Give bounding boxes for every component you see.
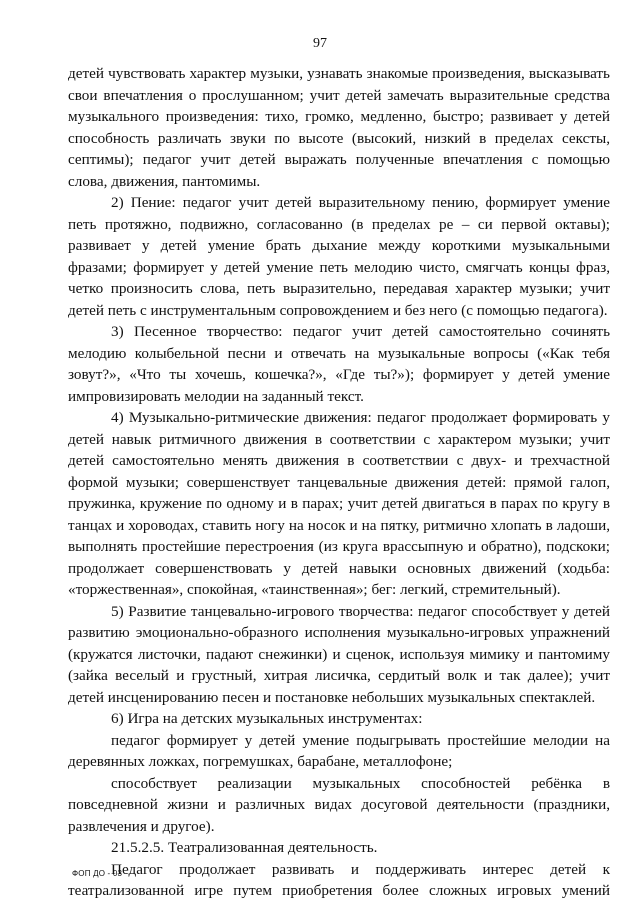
paragraph: детей чувствовать характер музыки, узнавать знакомые произведения, высказывать свои впечатления о прослушанном; учит детей замечать выразительные средства музыкального произведения: тихо, громко, медленно, быстро; развивает у детей способность различать звуки по высоте (высокий, низкий в пределах сексты, септимы); педагог учит детей выражать полученные впечатления с помощью слова, движения, пантомимы. bbox=[68, 65, 610, 190]
section-heading: 21.5.2.5. Театрализованная деятельность. bbox=[111, 839, 378, 856]
paragraph: 5) Развитие танцевально-игрового творчества: педагог способствует у детей развитию эмоционально-образного исполнения музыкально-игровых упражнений (кружатся листочки, падают снежинки) и сценок, используя мимику и пантомиму (зайка веселый и грустный, хитрая лисичка, сердитый волк и так далее); учит детей инсценированию песен и постановке небольших музыкальных спектаклей. bbox=[68, 602, 610, 706]
paragraph: 2) Пение: педагог учит детей выразительному пению, формирует умение петь протяжно, подвижно, согласованно (в пределах ре – си первой октавы); развивает у детей умение брать дыхание между короткими музыкальными фразами; формирует у детей умение петь мелодию чисто, смягчать концы фраз, четко произносить слова, петь выразительно, передавая характер музыки; учит детей петь с инструментальным сопровождением и без него (с помощью педагога). bbox=[68, 194, 610, 319]
paragraph: 4) Музыкально-ритмические движения: педагог продолжает формировать у детей навык ритмичного движения в соответствии с характером музыки; учит детей самостоятельно менять движения в соответствии с двух- и трехчастной формой музыки; совершенствует танцевальные движения детей: прямой галоп, пружинка, кружение по одному и в парах; учит детей двигаться в парах по кругу в танцах и хороводах, ставить ногу на носок и на пятку, ритмично хлопать в ладоши, выполнять простейшие перестроения (из круга врассыпную и обратно), подскоки; продолжает совершенствовать у детей навыки основных движений (ходьба: «торжественная», спокойная, «таинственная»; бег: легкий, стремительный). bbox=[68, 409, 610, 598]
page-number: 97 bbox=[313, 36, 327, 51]
paragraph: Педагог продолжает развивать и поддерживать интерес детей к театрализованной игре путем приобретения более сложных игровых умений bbox=[68, 860, 610, 899]
paragraph: способствует реализации музыкальных способностей ребёнка в повседневной жизни и различных видах досуговой деятельности (праздники, развлечения и другое). bbox=[68, 774, 610, 835]
paragraph: 6) Игра на детских музыкальных инструментах: bbox=[111, 710, 423, 727]
paragraph: педагог формирует у детей умение подыгрывать простейшие мелодии на деревянных ложках, погремушках, барабане, металлофоне; bbox=[68, 731, 610, 770]
footer-label: ФОП ДО - 03 bbox=[72, 869, 123, 878]
page-body bbox=[68, 63, 610, 902]
paragraph: 3) Песенное творчество: педагог учит детей самостоятельно сочинять мелодию колыбельной песни и отвечать на музыкальные вопросы («Как тебя зовут?», «Что ты хочешь, кошечка?», «Где ты?»); формирует у детей умение импровизировать мелодии на заданный текст. bbox=[68, 323, 610, 405]
